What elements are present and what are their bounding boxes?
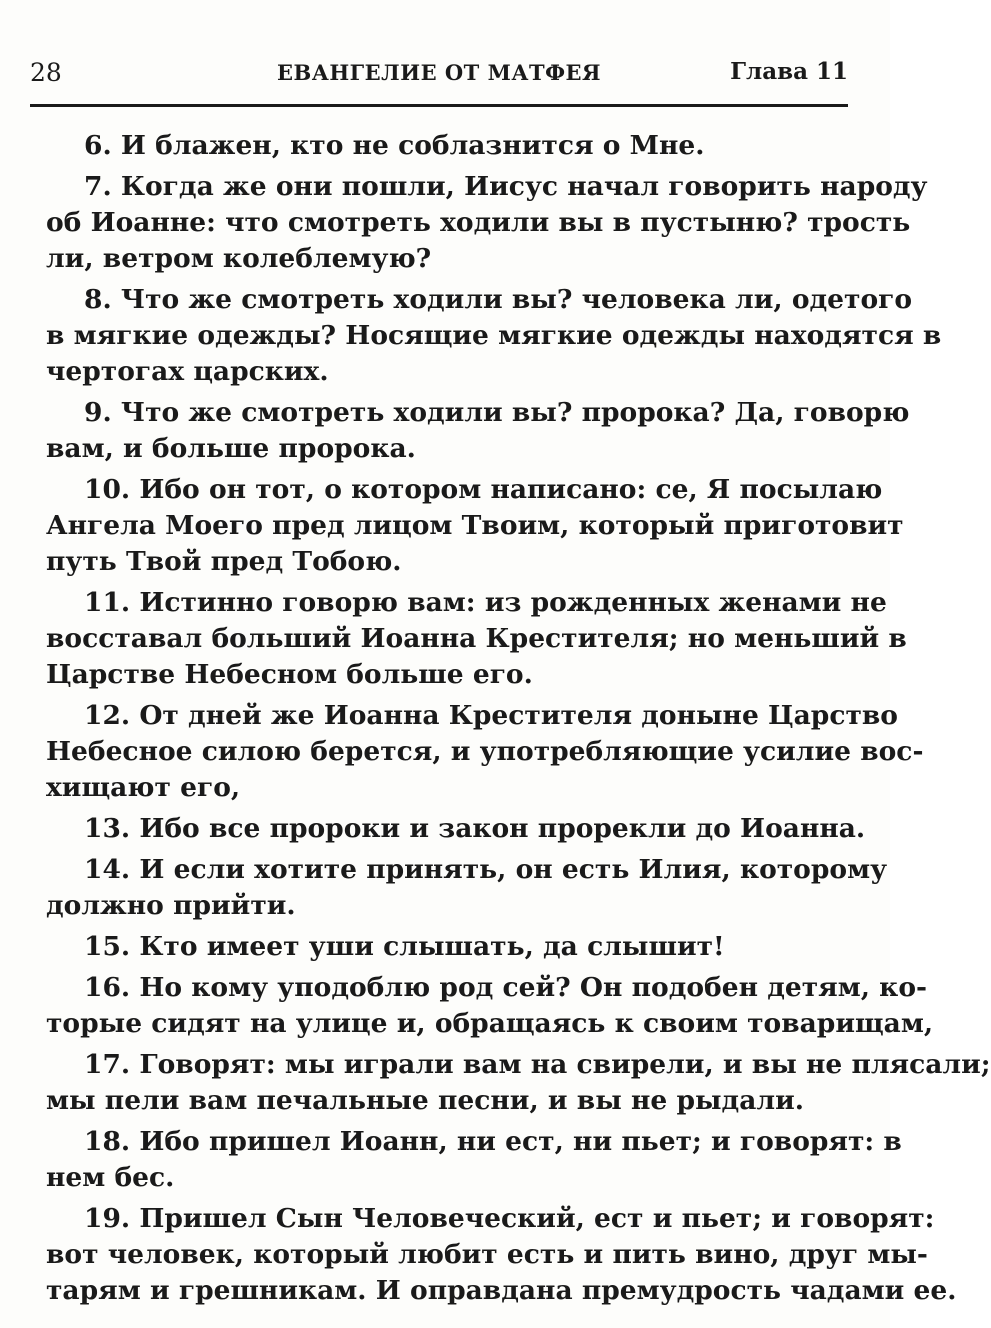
verse (46, 128, 848, 164)
verse-line: 18. Ибо пришел Иоанн, ни ест, ни пьет; и говорят: в (84, 1126, 902, 1157)
verse-line: 8. Что же смотреть ходили вы? человека ли, одетого (84, 284, 913, 315)
verse-line: 10. Ибо он тот, о котором написано: се, Я посылаю (84, 474, 883, 505)
verse-line: 12. От дней же Иоанна Крестителя доныне Царство (84, 700, 898, 731)
verse-line: 6. И блажен, кто не соблазнится о Мне. (84, 130, 705, 161)
verse-line: 7. Когда же они пошли, Иисус начал говорить народу (84, 171, 928, 202)
verse (46, 1201, 957, 1309)
page-number: 28 (30, 58, 62, 87)
verse-line: путь Твой пред Тобою. (46, 546, 402, 577)
verse-line: тарям и грешникам. И оправдана премудрость чадами ее. (46, 1275, 957, 1306)
verse-line: об Иоанне: что смотреть ходили вы в пустыню? трость (46, 207, 911, 238)
verse (46, 698, 924, 806)
verse-line: 16. Но кому уподоблю род сей? Он подобен детям, ко- (84, 972, 927, 1003)
verse-line: 13. Ибо все пророки и закон прорекли до Иоанна. (84, 813, 866, 844)
verse (46, 1047, 991, 1119)
verse-line: 9. Что же смотреть ходили вы? пророка? Да, говорю (84, 397, 910, 428)
verse-line: Царстве Небесном больше его. (46, 659, 533, 690)
verse-line: хищают его, (46, 772, 241, 803)
verse-line: 15. Кто имеет уши слышать, да слышит! (84, 931, 725, 962)
verse (46, 585, 907, 693)
verse (46, 395, 910, 467)
verse (46, 472, 904, 580)
verse-line: нем бес. (46, 1162, 175, 1193)
verse (46, 1124, 902, 1196)
verse-line: чертогах царских. (46, 356, 329, 387)
verse-line: мы пели вам печальные песни, и вы не рыдали. (46, 1085, 804, 1116)
verse-line: 19. Пришел Сын Человеческий, ест и пьет; и говорят: (84, 1203, 935, 1234)
verse (46, 852, 888, 924)
verse-line: восставал больший Иоанна Крестителя; но меньший в (46, 623, 907, 654)
verse-line: Небесное силою берется, и употребляющие усилие вос- (46, 736, 924, 767)
verse-line: ли, ветром колеблемую? (46, 243, 432, 274)
chapter-label: Глава 11 (730, 58, 848, 85)
verse-line: 11. Истинно говорю вам: из рожденных женами не (84, 587, 887, 618)
verse (46, 970, 934, 1042)
verse-line: Ангела Моего пред лицом Твоим, который приготовит (46, 510, 904, 541)
verse (46, 282, 942, 390)
verse-line: вам, и больше пророка. (46, 433, 416, 464)
verse-line: вот человек, который любит есть и пить вино, друг мы- (46, 1239, 928, 1270)
verse-text-body (46, 128, 991, 1314)
verse-line: должно прийти. (46, 890, 296, 921)
verse-line: 17. Говорят: мы играли вам на свирели, и вы не плясали; (84, 1049, 991, 1080)
header-rule (30, 104, 848, 107)
book-title: ЕВАНГЕЛИЕ ОТ МАТФЕЯ (276, 60, 602, 85)
verse (46, 929, 848, 965)
verse-line: торые сидят на улице и, обращаясь к своим товарищам, (46, 1008, 934, 1039)
verse-line: 14. И если хотите принять, он есть Илия, которому (84, 854, 888, 885)
verse (46, 811, 866, 847)
verse (46, 169, 928, 277)
verse-line: в мягкие одежды? Носящие мягкие одежды находятся в (46, 320, 942, 351)
running-header (30, 58, 848, 96)
